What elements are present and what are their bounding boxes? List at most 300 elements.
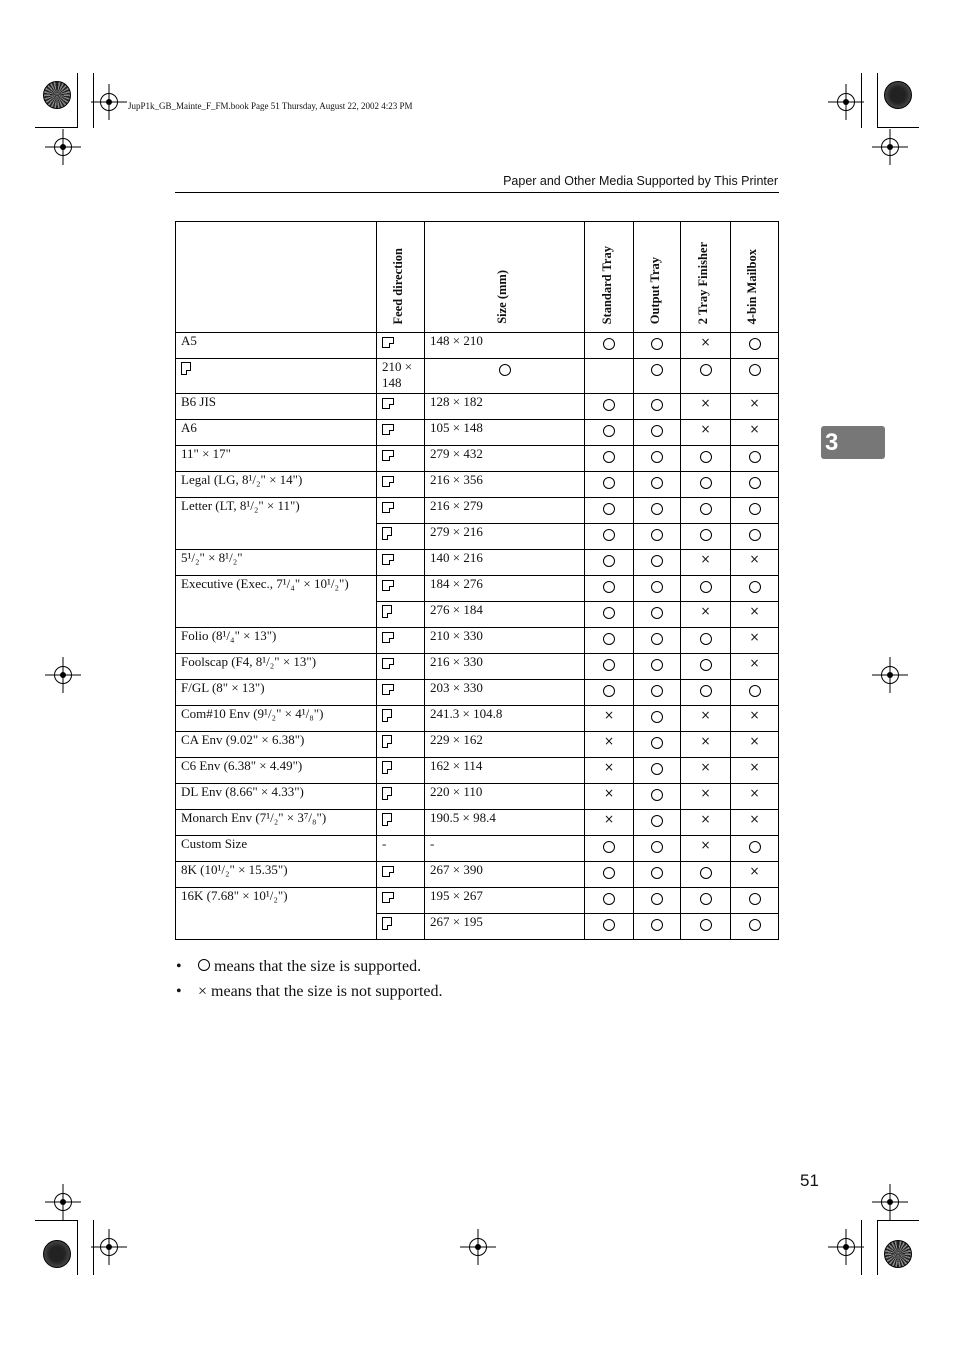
cross-icon: × bbox=[749, 786, 760, 800]
feed-direction-cell bbox=[377, 654, 425, 680]
table-row bbox=[176, 680, 779, 706]
support-cell bbox=[585, 784, 634, 810]
size-cell: 216 × 279 bbox=[425, 498, 585, 524]
support-cell bbox=[681, 359, 731, 394]
support-cell bbox=[585, 550, 634, 576]
circle-icon bbox=[499, 364, 511, 376]
support-cell bbox=[585, 498, 634, 524]
support-cell bbox=[585, 758, 634, 784]
circle-icon bbox=[749, 364, 761, 376]
size-cell: 140 × 216 bbox=[425, 550, 585, 576]
support-cell bbox=[634, 680, 681, 706]
support-cell bbox=[634, 758, 681, 784]
feed-direction-cell bbox=[377, 784, 425, 810]
support-cell bbox=[681, 732, 731, 758]
circle-icon bbox=[651, 841, 663, 853]
feed-direction-cell bbox=[377, 498, 425, 524]
size-cell: 241.3 × 104.8 bbox=[425, 706, 585, 732]
cross-icon: × bbox=[603, 760, 615, 774]
circle-icon bbox=[651, 338, 663, 350]
size-cell: 216 × 356 bbox=[425, 472, 585, 498]
table-row bbox=[176, 758, 779, 784]
support-cell bbox=[634, 576, 681, 602]
cross-icon: × bbox=[700, 760, 711, 774]
circle-icon bbox=[700, 659, 712, 671]
paper-name-cell: 8K (10¹/₂" × 15.35") bbox=[176, 862, 377, 888]
support-cell bbox=[731, 576, 779, 602]
support-cell bbox=[634, 472, 681, 498]
cross-icon: × bbox=[749, 656, 760, 670]
support-cell bbox=[585, 810, 634, 836]
support-cell bbox=[585, 836, 634, 862]
support-cell bbox=[731, 680, 779, 706]
support-cell bbox=[585, 862, 634, 888]
support-cell bbox=[731, 628, 779, 654]
circle-icon bbox=[603, 685, 615, 697]
note-not-supported: • × means that the size is not supported. bbox=[176, 983, 443, 1000]
support-cell bbox=[681, 524, 731, 550]
circle-icon bbox=[651, 529, 663, 541]
paper-name-cell: Executive (Exec., 7¹/₄" × 10¹/₂") bbox=[176, 576, 377, 628]
table-header-row bbox=[176, 222, 779, 333]
short-edge-feed-icon bbox=[382, 787, 392, 800]
size-cell: 148 × 210 bbox=[425, 333, 585, 359]
header-rule bbox=[175, 192, 779, 193]
circle-icon bbox=[749, 503, 761, 515]
cross-icon: × bbox=[603, 708, 615, 722]
circle-icon bbox=[651, 399, 663, 411]
circle-icon bbox=[198, 959, 210, 971]
running-head: Paper and Other Media Supported by This Printer bbox=[503, 174, 778, 188]
support-cell bbox=[681, 550, 731, 576]
support-cell bbox=[731, 333, 779, 359]
size-cell: 105 × 148 bbox=[425, 420, 585, 446]
short-edge-feed-icon bbox=[382, 813, 392, 826]
support-cell bbox=[634, 446, 681, 472]
long-edge-feed-icon bbox=[382, 632, 394, 643]
feed-direction-cell bbox=[377, 394, 425, 420]
circle-icon bbox=[603, 893, 615, 905]
feed-direction-cell bbox=[377, 333, 425, 359]
feed-direction-cell bbox=[377, 914, 425, 940]
feed-direction-cell bbox=[377, 446, 425, 472]
support-cell bbox=[634, 602, 681, 628]
feed-direction-cell bbox=[377, 758, 425, 784]
registration-mark-icon bbox=[54, 1193, 72, 1211]
header-feed-direction: Feed direction bbox=[377, 222, 425, 333]
size-cell: 216 × 330 bbox=[425, 654, 585, 680]
support-cell bbox=[585, 706, 634, 732]
table-row bbox=[176, 498, 779, 524]
support-cell bbox=[681, 602, 731, 628]
registration-mark-icon bbox=[837, 93, 855, 111]
circle-icon bbox=[651, 815, 663, 827]
long-edge-feed-icon bbox=[382, 866, 394, 877]
support-cell bbox=[731, 359, 779, 394]
table-row bbox=[176, 628, 779, 654]
size-cell: 162 × 114 bbox=[425, 758, 585, 784]
long-edge-feed-icon bbox=[382, 658, 394, 669]
cross-icon: × bbox=[749, 812, 760, 826]
circle-icon bbox=[700, 919, 712, 931]
circle-icon bbox=[651, 477, 663, 489]
cross-icon: × bbox=[749, 630, 760, 644]
support-cell bbox=[585, 732, 634, 758]
support-cell bbox=[681, 810, 731, 836]
support-cell bbox=[634, 836, 681, 862]
circle-icon bbox=[651, 919, 663, 931]
circle-icon bbox=[651, 555, 663, 567]
circle-icon bbox=[700, 867, 712, 879]
circle-icon bbox=[700, 503, 712, 515]
page-number: 51 bbox=[800, 1171, 819, 1190]
table-row bbox=[176, 472, 779, 498]
support-cell bbox=[731, 654, 779, 680]
cross-icon: × bbox=[603, 812, 615, 826]
cross-icon: × bbox=[700, 786, 711, 800]
short-edge-feed-icon bbox=[382, 917, 392, 930]
support-cell bbox=[634, 498, 681, 524]
table-row bbox=[176, 732, 779, 758]
registration-mark-icon bbox=[881, 1193, 899, 1211]
table-row bbox=[176, 836, 779, 862]
table-row bbox=[176, 550, 779, 576]
feed-direction-cell bbox=[377, 732, 425, 758]
support-cell bbox=[585, 394, 634, 420]
support-cell bbox=[585, 654, 634, 680]
circle-icon bbox=[651, 711, 663, 723]
feed-direction-cell bbox=[377, 576, 425, 602]
paper-name-cell: 11" × 17" bbox=[176, 446, 377, 472]
paper-name-cell: Monarch Env (7¹/₂" × 3⁷/₈") bbox=[176, 810, 377, 836]
support-cell bbox=[731, 472, 779, 498]
feed-direction-cell bbox=[377, 810, 425, 836]
support-cell bbox=[634, 550, 681, 576]
registration-mark-icon bbox=[54, 138, 72, 156]
paper-name-cell: Folio (8¹/₄" × 13") bbox=[176, 628, 377, 654]
support-cell bbox=[634, 524, 681, 550]
circle-icon bbox=[651, 789, 663, 801]
support-cell bbox=[585, 888, 634, 914]
support-cell bbox=[731, 732, 779, 758]
cross-icon: × bbox=[700, 396, 711, 410]
cross-icon: × bbox=[749, 734, 760, 748]
legend-notes bbox=[176, 958, 443, 1008]
support-cell bbox=[731, 550, 779, 576]
table-row bbox=[176, 784, 779, 810]
support-cell bbox=[731, 810, 779, 836]
circle-icon bbox=[651, 633, 663, 645]
size-cell: 203 × 330 bbox=[425, 680, 585, 706]
feed-direction-cell bbox=[377, 706, 425, 732]
support-cell bbox=[634, 914, 681, 940]
support-cell bbox=[634, 862, 681, 888]
size-cell: 229 × 162 bbox=[425, 732, 585, 758]
circle-icon bbox=[603, 555, 615, 567]
support-cell bbox=[681, 888, 731, 914]
feed-direction-cell bbox=[377, 420, 425, 446]
feed-direction-cell bbox=[377, 888, 425, 914]
circle-icon bbox=[603, 425, 615, 437]
support-cell bbox=[585, 680, 634, 706]
long-edge-feed-icon bbox=[382, 424, 394, 435]
short-edge-feed-icon bbox=[382, 527, 392, 540]
support-cell bbox=[681, 862, 731, 888]
support-cell bbox=[681, 498, 731, 524]
note-supported: • means that the size is supported. bbox=[176, 958, 422, 975]
cross-icon: × bbox=[749, 708, 760, 722]
size-cell: 190.5 × 98.4 bbox=[425, 810, 585, 836]
feed-direction-cell bbox=[377, 862, 425, 888]
support-cell bbox=[634, 888, 681, 914]
support-cell bbox=[585, 602, 634, 628]
long-edge-feed-icon bbox=[382, 398, 394, 409]
registration-mark-icon bbox=[100, 93, 118, 111]
table-row bbox=[176, 446, 779, 472]
support-cell bbox=[585, 472, 634, 498]
support-cell bbox=[681, 576, 731, 602]
support-cell bbox=[681, 654, 731, 680]
support-cell bbox=[681, 836, 731, 862]
support-cell bbox=[731, 524, 779, 550]
table-row bbox=[176, 359, 779, 394]
size-cell: 279 × 432 bbox=[425, 446, 585, 472]
size-cell: 220 × 110 bbox=[425, 784, 585, 810]
feed-direction-cell: - bbox=[377, 836, 425, 862]
paper-name-cell: F/GL (8" × 13") bbox=[176, 680, 377, 706]
circle-icon bbox=[700, 581, 712, 593]
size-cell: 195 × 267 bbox=[425, 888, 585, 914]
circle-icon bbox=[603, 659, 615, 671]
support-cell bbox=[585, 524, 634, 550]
cross-icon: × bbox=[749, 604, 760, 618]
header-standard-tray: Standard Tray bbox=[585, 222, 634, 333]
support-cell bbox=[634, 420, 681, 446]
circle-icon bbox=[749, 451, 761, 463]
long-edge-feed-icon bbox=[382, 502, 394, 513]
size-cell: 210 × 330 bbox=[425, 628, 585, 654]
cross-icon: × bbox=[700, 838, 711, 852]
circle-icon bbox=[700, 477, 712, 489]
circle-icon bbox=[749, 338, 761, 350]
feed-direction-cell bbox=[377, 550, 425, 576]
header-2-tray-finisher: 2 Tray Finisher bbox=[681, 222, 731, 333]
long-edge-feed-icon bbox=[382, 554, 394, 565]
circle-icon bbox=[603, 477, 615, 489]
support-cell bbox=[731, 498, 779, 524]
paper-name-cell: Custom Size bbox=[176, 836, 377, 862]
size-cell: - bbox=[425, 836, 585, 862]
circle-icon bbox=[651, 607, 663, 619]
table-row bbox=[176, 654, 779, 680]
long-edge-feed-icon bbox=[382, 337, 394, 348]
registration-mark-icon bbox=[837, 1238, 855, 1256]
cross-icon: × bbox=[749, 396, 760, 410]
support-cell bbox=[731, 446, 779, 472]
circle-icon bbox=[749, 477, 761, 489]
circle-icon bbox=[651, 867, 663, 879]
registration-mark-icon bbox=[881, 666, 899, 684]
size-cell: 279 × 216 bbox=[425, 524, 585, 550]
support-cell bbox=[681, 446, 731, 472]
table-row bbox=[176, 576, 779, 602]
circle-icon bbox=[603, 581, 615, 593]
cross-icon: × bbox=[700, 552, 711, 566]
paper-name-cell: 16K (7.68" × 10¹/₂") bbox=[176, 888, 377, 940]
support-cell bbox=[634, 654, 681, 680]
long-edge-feed-icon bbox=[382, 476, 394, 487]
registration-mark-icon bbox=[469, 1238, 487, 1256]
support-cell bbox=[585, 446, 634, 472]
cross-icon: × bbox=[749, 422, 760, 436]
circle-icon bbox=[700, 633, 712, 645]
table-row bbox=[176, 333, 779, 359]
support-cell bbox=[731, 888, 779, 914]
registration-disc-icon bbox=[884, 1240, 912, 1268]
feed-direction-cell bbox=[377, 472, 425, 498]
size-cell: 184 × 276 bbox=[425, 576, 585, 602]
long-edge-feed-icon bbox=[382, 450, 394, 461]
circle-icon bbox=[749, 529, 761, 541]
registration-disc-icon bbox=[43, 81, 71, 109]
circle-icon bbox=[651, 763, 663, 775]
size-cell: 128 × 182 bbox=[425, 394, 585, 420]
circle-icon bbox=[603, 399, 615, 411]
circle-icon bbox=[651, 503, 663, 515]
circle-icon bbox=[603, 529, 615, 541]
size-cell: 267 × 195 bbox=[425, 914, 585, 940]
support-cell bbox=[634, 333, 681, 359]
paper-name-cell: Letter (LT, 8¹/₂" × 11") bbox=[176, 498, 377, 550]
support-cell bbox=[681, 706, 731, 732]
paper-name-cell: Foolscap (F4, 8¹/₂" × 13") bbox=[176, 654, 377, 680]
cross-icon: × bbox=[603, 734, 615, 748]
support-cell bbox=[731, 602, 779, 628]
registration-disc-icon bbox=[884, 81, 912, 109]
paper-name-cell: 5¹/₂" × 8¹/₂" bbox=[176, 550, 377, 576]
cross-icon: × bbox=[700, 812, 711, 826]
support-cell bbox=[634, 810, 681, 836]
registration-mark-icon bbox=[100, 1238, 118, 1256]
feed-direction-cell bbox=[377, 628, 425, 654]
short-edge-feed-icon bbox=[382, 735, 392, 748]
circle-icon bbox=[700, 364, 712, 376]
support-cell bbox=[585, 420, 634, 446]
circle-icon bbox=[651, 451, 663, 463]
cross-icon: × bbox=[749, 760, 760, 774]
paper-name-cell: CA Env (9.02" × 6.38") bbox=[176, 732, 377, 758]
paper-name-cell: A5 bbox=[176, 333, 377, 359]
circle-icon bbox=[651, 685, 663, 697]
support-cell bbox=[681, 472, 731, 498]
table-row bbox=[176, 706, 779, 732]
support-cell bbox=[731, 784, 779, 810]
support-cell bbox=[731, 836, 779, 862]
cross-icon: × bbox=[749, 552, 760, 566]
circle-icon bbox=[651, 659, 663, 671]
feed-direction-cell bbox=[377, 680, 425, 706]
circle-icon bbox=[651, 364, 663, 376]
support-cell bbox=[585, 576, 634, 602]
support-cell bbox=[681, 420, 731, 446]
circle-icon bbox=[603, 867, 615, 879]
header-4-bin-mailbox: 4-bin Mailbox bbox=[731, 222, 779, 333]
long-edge-feed-icon bbox=[382, 684, 394, 695]
table-row bbox=[176, 394, 779, 420]
circle-icon bbox=[603, 841, 615, 853]
cross-icon: × bbox=[700, 335, 711, 349]
circle-icon bbox=[651, 893, 663, 905]
support-cell bbox=[731, 706, 779, 732]
support-cell bbox=[634, 394, 681, 420]
header-blank bbox=[176, 222, 377, 333]
support-cell bbox=[634, 784, 681, 810]
chapter-tab: 3 bbox=[821, 426, 885, 459]
support-cell bbox=[681, 680, 731, 706]
size-cell: 267 × 390 bbox=[425, 862, 585, 888]
paper-name-cell: Com#10 Env (9¹/₂" × 4¹/₈") bbox=[176, 706, 377, 732]
table-row bbox=[176, 420, 779, 446]
cross-icon: × bbox=[700, 422, 711, 436]
registration-mark-icon bbox=[881, 138, 899, 156]
registration-mark-icon bbox=[54, 666, 72, 684]
support-cell bbox=[681, 394, 731, 420]
table-row bbox=[176, 888, 779, 914]
circle-icon bbox=[651, 581, 663, 593]
paper-name-cell: B6 JIS bbox=[176, 394, 377, 420]
circle-icon bbox=[749, 919, 761, 931]
circle-icon bbox=[651, 425, 663, 437]
circle-icon bbox=[700, 893, 712, 905]
cross-icon: × bbox=[700, 604, 711, 618]
circle-icon bbox=[749, 893, 761, 905]
support-cell bbox=[731, 394, 779, 420]
support-cell bbox=[634, 628, 681, 654]
paper-name-cell: C6 Env (6.38" × 4.49") bbox=[176, 758, 377, 784]
cross-icon: × bbox=[749, 864, 760, 878]
short-edge-feed-icon bbox=[382, 709, 392, 722]
circle-icon bbox=[749, 581, 761, 593]
long-edge-feed-icon bbox=[382, 892, 394, 903]
circle-icon bbox=[651, 737, 663, 749]
support-cell bbox=[585, 333, 634, 359]
feed-direction-cell bbox=[377, 524, 425, 550]
feed-direction-cell bbox=[377, 602, 425, 628]
support-cell bbox=[585, 914, 634, 940]
circle-icon bbox=[603, 503, 615, 515]
circle-icon bbox=[749, 685, 761, 697]
support-cell bbox=[681, 758, 731, 784]
header-size: Size (mm) bbox=[425, 222, 585, 333]
size-cell bbox=[425, 359, 585, 394]
paper-name-cell: Legal (LG, 8¹/₂" × 14") bbox=[176, 472, 377, 498]
support-cell bbox=[634, 706, 681, 732]
support-cell bbox=[731, 758, 779, 784]
circle-icon bbox=[603, 451, 615, 463]
support-cell bbox=[681, 333, 731, 359]
circle-icon bbox=[749, 841, 761, 853]
circle-icon bbox=[603, 919, 615, 931]
paper-name-cell bbox=[176, 359, 377, 394]
circle-icon bbox=[700, 529, 712, 541]
support-cell bbox=[585, 628, 634, 654]
file-info-header: JupP1k_GB_Mainte_F_FM.book Page 51 Thursday, August 22, 2002 4:23 PM bbox=[128, 101, 413, 111]
circle-icon bbox=[603, 633, 615, 645]
support-cell bbox=[681, 914, 731, 940]
long-edge-feed-icon bbox=[382, 580, 394, 591]
support-cell bbox=[681, 784, 731, 810]
circle-icon bbox=[603, 607, 615, 619]
